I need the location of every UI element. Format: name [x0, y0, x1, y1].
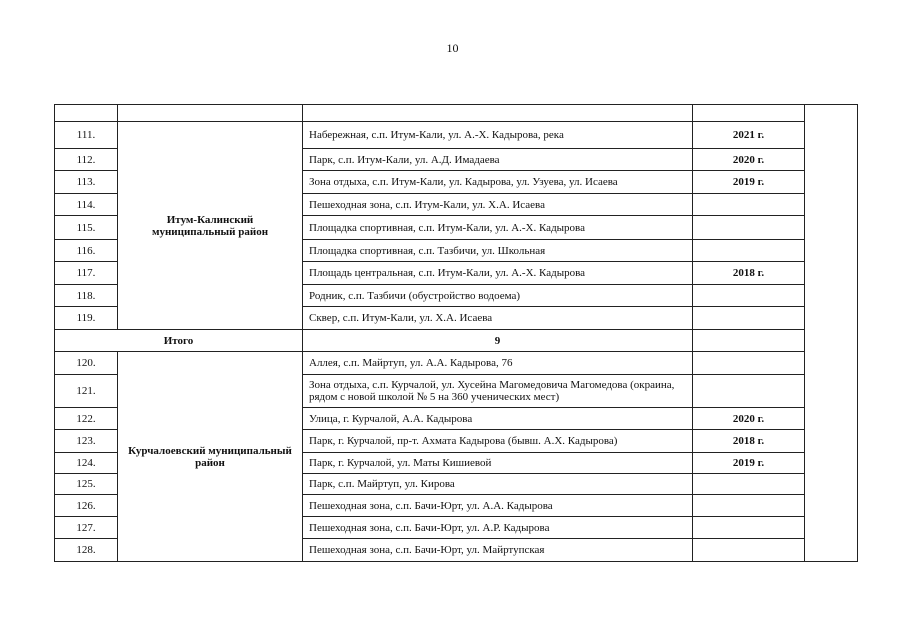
- row-number: 112.: [55, 149, 118, 171]
- district-name: Курчалоевский муниципальный район: [118, 352, 303, 562]
- total-row: [55, 330, 858, 352]
- place-description: Парк, с.п. Майртуп, ул. Кирова: [303, 474, 693, 495]
- year-cell: 2021 г.: [693, 122, 805, 149]
- place-description: Площадь центральная, с.п. Итум-Кали, ул. А.-Х. Кадырова: [303, 262, 693, 285]
- total-value: 9: [303, 330, 693, 352]
- row-number: 126.: [55, 495, 118, 517]
- district-name: Итум-Калинский муниципальный район: [118, 122, 303, 330]
- year-cell: [693, 517, 805, 539]
- year-cell: [693, 495, 805, 517]
- row-number: 128.: [55, 539, 118, 562]
- place-description: Сквер, с.п. Итум-Кали, ул. Х.А. Исаева: [303, 307, 693, 330]
- year-cell: [693, 194, 805, 216]
- year-cell: [693, 539, 805, 562]
- place-description: Парк, г. Курчалой, пр-т. Ахмата Кадырова (бывш. А.Х. Кадырова): [303, 430, 693, 453]
- table-row: [55, 352, 858, 375]
- row-number: 123.: [55, 430, 118, 453]
- place-description: Пешеходная зона, с.п. Бачи-Юрт, ул. А.А. Кадырова: [303, 495, 693, 517]
- place-description: Площадка спортивная, с.п. Тазбичи, ул. Школьная: [303, 240, 693, 262]
- row-number: 115.: [55, 216, 118, 240]
- place-description: Пешеходная зона, с.п. Итум-Кали, ул. Х.А. Исаева: [303, 194, 693, 216]
- year-cell: [693, 375, 805, 408]
- row-number: 125.: [55, 474, 118, 495]
- place-description: Площадка спортивная, с.п. Итум-Кали, ул. А.-Х. Кадырова: [303, 216, 693, 240]
- place-description: Парк, г. Курчалой, ул. Маты Кишиевой: [303, 453, 693, 474]
- year-cell: [693, 216, 805, 240]
- page-number: 10: [446, 41, 459, 55]
- year-cell: [693, 474, 805, 495]
- year-cell: [693, 285, 805, 307]
- total-year-cell: [693, 330, 805, 352]
- place-description: Родник, с.п. Тазбичи (обустройство водоема): [303, 285, 693, 307]
- year-cell: [693, 307, 805, 330]
- year-cell: [693, 240, 805, 262]
- row-number: 114.: [55, 194, 118, 216]
- territory-register-table: [54, 104, 858, 562]
- place-description: Набережная, с.п. Итум-Кали, ул. А.-Х. Кадырова, река: [303, 122, 693, 149]
- year-cell: 2019 г.: [693, 453, 805, 474]
- row-number: 121.: [55, 375, 118, 408]
- year-cell: [693, 352, 805, 375]
- year-cell: 2018 г.: [693, 430, 805, 453]
- table-header-row: [55, 105, 858, 122]
- year-cell: 2020 г.: [693, 408, 805, 430]
- row-number: 111.: [55, 122, 118, 149]
- row-number: 127.: [55, 517, 118, 539]
- place-description: Парк, с.п. Итум-Кали, ул. А.Д. Имадаева: [303, 149, 693, 171]
- row-number: 122.: [55, 408, 118, 430]
- place-description: Зона отдыха, с.п. Курчалой, ул. Хусейна Магомедовича Магомедова (окраина, рядом с новой школой № 5 на 360 ученических мест): [303, 375, 693, 408]
- year-cell: 2020 г.: [693, 149, 805, 171]
- place-description: Зона отдыха, с.п. Итум-Кали, ул. Кадырова, ул. Узуева, ул. Исаева: [303, 171, 693, 194]
- year-cell: 2019 г.: [693, 171, 805, 194]
- table-row: [55, 122, 858, 149]
- row-number: 118.: [55, 285, 118, 307]
- row-number: 120.: [55, 352, 118, 375]
- row-number: 116.: [55, 240, 118, 262]
- year-cell: 2018 г.: [693, 262, 805, 285]
- place-description: Пешеходная зона, с.п. Бачи-Юрт, ул. Майртупская: [303, 539, 693, 562]
- row-number: 113.: [55, 171, 118, 194]
- place-description: Пешеходная зона, с.п. Бачи-Юрт, ул. А.Р. Кадырова: [303, 517, 693, 539]
- row-number: 119.: [55, 307, 118, 330]
- total-label: Итого: [55, 330, 303, 352]
- place-description: Улица, г. Курчалой, А.А. Кадырова: [303, 408, 693, 430]
- row-number: 117.: [55, 262, 118, 285]
- row-number: 124.: [55, 453, 118, 474]
- place-description: Аллея, с.п. Майртуп, ул. А.А. Кадырова, 76: [303, 352, 693, 375]
